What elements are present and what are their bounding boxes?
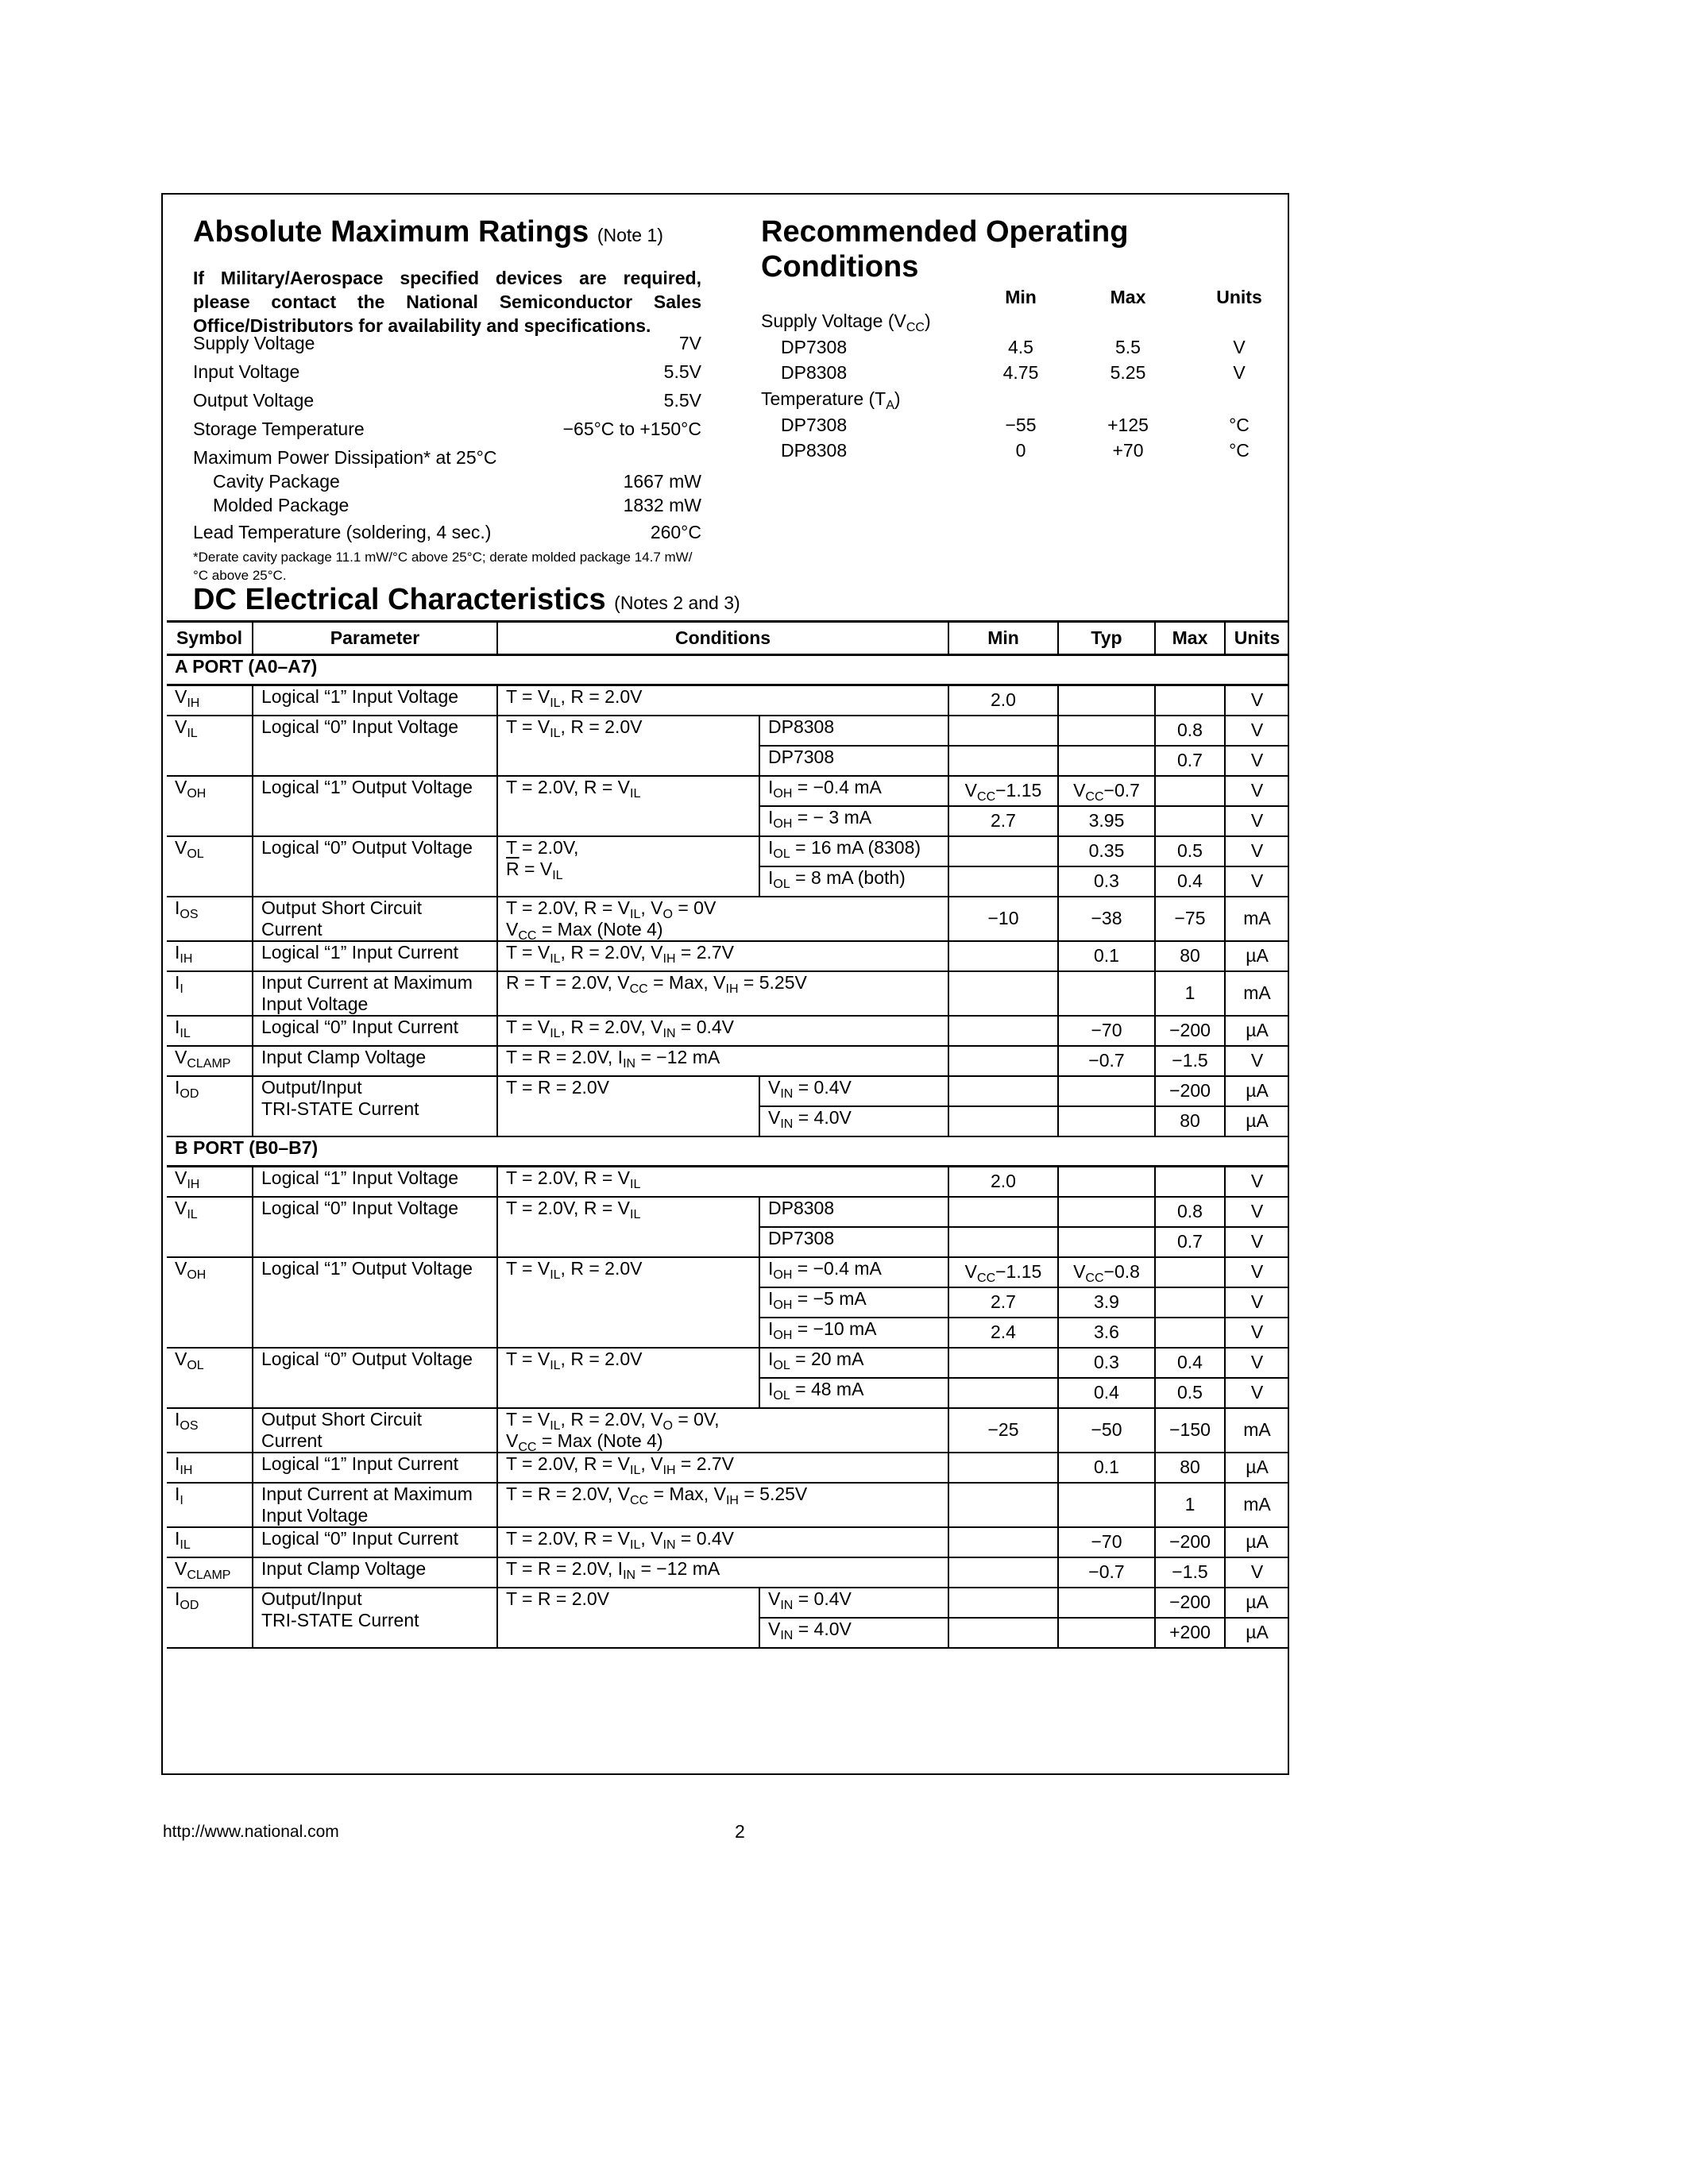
table-row	[167, 1453, 1288, 1483]
units-cell: µA	[1225, 1618, 1288, 1648]
symbol-cell: $V_{OH}$	[167, 1257, 253, 1348]
conditions-cell: $\overline{T} = 2.0V$, $\overline{R} = V_{IL}$	[497, 776, 759, 836]
parameter-cell: Logical “1” Output Voltage	[253, 776, 497, 836]
symbol-cell: $V_{IL}$	[167, 716, 253, 776]
sub-condition-cell: DP7308	[759, 1227, 948, 1257]
header-units: Units	[1225, 622, 1288, 655]
roc-row-label: DP7308	[781, 337, 848, 357]
table-row	[167, 1408, 1288, 1453]
units-cell: µA	[1225, 941, 1288, 971]
parameter-cell: Logical “1” Input Current	[253, 1453, 497, 1483]
units-cell: µA	[1225, 1588, 1288, 1618]
abs-row-value: 5.5V	[663, 390, 701, 411]
conditions-cell: $\overline{T} = 2.0V$, $\overline{R} = V_{IL}$	[497, 836, 759, 897]
roc-temp-label: Temperature $(T_A)$	[761, 388, 901, 412]
symbol-cell: $V_{IH}$	[167, 685, 253, 716]
header-parameter: Parameter	[253, 622, 497, 655]
max-cell: −200	[1155, 1527, 1225, 1557]
table-row	[167, 1197, 1288, 1227]
symbol-cell: $V_{OL}$	[167, 1348, 253, 1408]
abs-row-label: Supply Voltage	[193, 333, 315, 353]
roc-row-min: 4.75	[1002, 362, 1039, 383]
symbol-cell: $V_{IL}$	[167, 1197, 253, 1257]
symbol-cell: $V_{CLAMP}$	[167, 1557, 253, 1588]
symbol-cell: $I_{IL}$	[167, 1016, 253, 1046]
max-cell: −1.5	[1155, 1046, 1225, 1076]
typ-cell: 3.95	[1058, 806, 1155, 836]
symbol-cell: $I_I$	[167, 1483, 253, 1527]
abs-row-value: 1832 mW	[623, 495, 701, 515]
table-row	[167, 897, 1288, 941]
table-row	[167, 1016, 1288, 1046]
max-cell: 0.7	[1155, 746, 1225, 776]
table-row	[167, 1076, 1288, 1106]
symbol-cell: $V_{CLAMP}$	[167, 1046, 253, 1076]
roc-row-max: +125	[1107, 415, 1149, 435]
port-b-heading-row	[167, 1136, 1288, 1167]
header-min: Min	[948, 622, 1058, 655]
min-cell: −10	[948, 897, 1058, 941]
parameter-cell: Logical “1” Input Voltage	[253, 1167, 497, 1197]
max-cell: 0.8	[1155, 1197, 1225, 1227]
sub-condition-cell: $I_{OL} = 48$ mA	[759, 1378, 948, 1408]
typ-cell: −70	[1058, 1016, 1155, 1046]
conditions-cell: $\overline{T} = V_{IL}$, $\overline{R} = 2.0V$	[497, 716, 759, 776]
abs-row-label: Molded Package	[213, 495, 350, 515]
units-cell: V	[1225, 836, 1288, 866]
conditions-cell: $\overline{T} = 2.0V$, $\overline{R} = V_{IL}$, $V_{IH} = 2.7V$	[497, 1453, 948, 1483]
header-symbol: Symbol	[167, 622, 253, 655]
table-row	[167, 716, 1288, 746]
typ-cell: 0.1	[1058, 941, 1155, 971]
conditions-cell: $\overline{T} = 2.0V$, $\overline{R} = V_{IL}$, $V_{IN} = 0.4V$	[497, 1527, 948, 1557]
roc-row-units: V	[1233, 337, 1246, 357]
abs-row-value: −65°C to +150°C	[562, 419, 701, 439]
port-a-heading-row	[167, 655, 1288, 685]
sub-condition-cell: $V_{IN} = 4.0V$	[759, 1618, 948, 1648]
symbol-cell: $V_{OH}$	[167, 776, 253, 836]
dc-note: (Notes 2 and 3)	[614, 592, 740, 613]
abs-max-note: (Note 1)	[597, 225, 663, 245]
roc-title: Recommended Operating Conditions	[761, 215, 1129, 284]
conditions-cell: $\overline{T} = V_{IL}$, $\overline{R} = 2.0V$	[497, 1257, 759, 1348]
typ-cell: 0.3	[1058, 1348, 1155, 1378]
abs-row-label: Input Voltage	[193, 361, 300, 382]
max-cell: 80	[1155, 941, 1225, 971]
parameter-cell: Logical “0” Output Voltage	[253, 1348, 497, 1408]
sub-condition-cell: $I_{OL} = 16$ mA (8308)	[759, 836, 948, 866]
parameter-cell: Logical “0” Input Current	[253, 1016, 497, 1046]
sub-condition-cell: DP8308	[759, 716, 948, 746]
table-row	[167, 1257, 1288, 1287]
units-cell: V	[1225, 1287, 1288, 1318]
header-conditions: Conditions	[497, 622, 948, 655]
roc-head-max: Max	[1110, 287, 1146, 307]
conditions-cell: $\overline{T} = 2.0V$, $\overline{R} = V_{IL}$	[497, 1197, 759, 1257]
symbol-cell: $I_{OS}$	[167, 897, 253, 941]
parameter-cell: Logical “1” Input Voltage	[253, 685, 497, 716]
port-a-heading: A PORT (A0–A7)	[167, 655, 1288, 685]
min-cell: 2.4	[948, 1318, 1058, 1348]
roc-head-units: Units	[1216, 287, 1262, 307]
symbol-cell: $I_{IH}$	[167, 1453, 253, 1483]
units-cell: V	[1225, 1378, 1288, 1408]
parameter-cell: Output Short Circuit Current	[253, 1408, 497, 1453]
units-cell: µA	[1225, 1527, 1288, 1557]
symbol-cell: $V_{OL}$	[167, 836, 253, 897]
table-row	[167, 941, 1288, 971]
abs-row-label: Output Voltage	[193, 390, 315, 411]
typ-cell: −0.7	[1058, 1557, 1155, 1588]
sub-condition-cell: $I_{OH} = -5$ mA	[759, 1287, 948, 1318]
min-cell: −25	[948, 1408, 1058, 1453]
table-header-row	[167, 622, 1288, 655]
roc-row-units: °C	[1229, 415, 1250, 435]
sub-condition-cell: $I_{OH} = -10$ mA	[759, 1318, 948, 1348]
max-cell: 80	[1155, 1106, 1225, 1136]
units-cell: µA	[1225, 1106, 1288, 1136]
units-cell: V	[1225, 866, 1288, 897]
table-row	[167, 1483, 1288, 1527]
sub-condition-cell: $V_{IN} = 0.4V$	[759, 1076, 948, 1106]
parameter-cell: Logical “1” Output Voltage	[253, 1257, 497, 1348]
max-cell: 0.5	[1155, 1378, 1225, 1408]
roc-row-min: −55	[1005, 415, 1037, 435]
roc-row-label: DP7308	[781, 415, 848, 435]
typ-cell: 0.35	[1058, 836, 1155, 866]
min-cell: $V_{CC}-1.15$	[948, 1257, 1058, 1287]
sub-condition-cell: $I_{OL} = 8$ mA (both)	[759, 866, 948, 897]
units-cell: V	[1225, 685, 1288, 716]
max-cell: 1	[1155, 971, 1225, 1016]
sub-condition-cell: $V_{IN} = 4.0V$	[759, 1106, 948, 1136]
footer-url-link[interactable]: http://www.national.com	[163, 1823, 339, 1841]
max-cell: 0.7	[1155, 1227, 1225, 1257]
roc-row-units: °C	[1229, 440, 1250, 461]
abs-row-label: Cavity Package	[213, 471, 340, 492]
sub-condition-cell: DP7308	[759, 746, 948, 776]
parameter-cell: Input Clamp Voltage	[253, 1557, 497, 1588]
parameter-cell: Logical “0” Input Voltage	[253, 1197, 497, 1257]
roc-head-min: Min	[1005, 287, 1037, 307]
min-cell: $V_{CC}-1.15$	[948, 776, 1058, 806]
units-cell: V	[1225, 1227, 1288, 1257]
roc-row-max: 5.5	[1115, 337, 1141, 357]
symbol-cell: $I_I$	[167, 971, 253, 1016]
roc-row-units: V	[1233, 362, 1246, 383]
min-cell: 2.0	[948, 685, 1058, 716]
conditions-cell: $\overline{T} = V_{IL}$, $\overline{R} = 2.0V$, $V_{IH} = 2.7V$	[497, 941, 948, 971]
parameter-cell: Logical “0” Input Current	[253, 1527, 497, 1557]
table-row	[167, 1167, 1288, 1197]
symbol-cell: $I_{OD}$	[167, 1076, 253, 1136]
parameter-cell: Logical “1” Input Current	[253, 941, 497, 971]
min-cell: 2.0	[948, 1167, 1058, 1197]
table-row	[167, 1527, 1288, 1557]
page-number: 2	[735, 1821, 745, 1842]
sub-condition-cell: $I_{OL} = 20$ mA	[759, 1348, 948, 1378]
sub-condition-cell: $V_{IN} = 0.4V$	[759, 1588, 948, 1618]
conditions-cell: $\overline{R} = \overline{T} = 2.0V$, $V_{CC}$ = Max, $V_{IH} = 5.25V$	[497, 971, 948, 1016]
conditions-cell: $\overline{T} = \overline{R} = 2.0V$, $I_{IN} = -12$ mA	[497, 1557, 948, 1588]
max-cell: −1.5	[1155, 1557, 1225, 1588]
symbol-cell: $V_{IH}$	[167, 1167, 253, 1197]
typ-cell: 0.1	[1058, 1453, 1155, 1483]
units-cell: µA	[1225, 1453, 1288, 1483]
units-cell: V	[1225, 1318, 1288, 1348]
abs-row-value: 5.5V	[663, 361, 701, 382]
symbol-cell: $I_{OD}$	[167, 1588, 253, 1648]
units-cell: mA	[1225, 971, 1288, 1016]
table-row	[167, 776, 1288, 806]
max-cell: −200	[1155, 1016, 1225, 1046]
conditions-cell: $\overline{T} = V_{IL}$, $\overline{R} = 2.0V$	[497, 1348, 759, 1408]
table-row	[167, 836, 1288, 866]
roc-row-max: +70	[1112, 440, 1144, 461]
roc-row-label: DP8308	[781, 362, 848, 383]
roc-supply-label: Supply Voltage $(V_{CC})$	[761, 311, 931, 334]
conditions-cell: $\overline{T} = 2.0V$, $\overline{R} = V_{IL}$	[497, 1167, 948, 1197]
units-cell: V	[1225, 1557, 1288, 1588]
max-cell: −75	[1155, 897, 1225, 941]
conditions-cell: $\overline{T} = V_{IL}$, $\overline{R} = 2.0V$, $V_{IN} = 0.4V$	[497, 1016, 948, 1046]
max-cell: 0.5	[1155, 836, 1225, 866]
parameter-cell: Logical “0” Output Voltage	[253, 836, 497, 897]
conditions-cell: $\overline{T} = \overline{R} = 2.0V$, $I_{IN} = -12$ mA	[497, 1046, 948, 1076]
parameter-cell: Logical “0” Input Voltage	[253, 716, 497, 776]
units-cell: V	[1225, 806, 1288, 836]
header-typ: Typ	[1058, 622, 1155, 655]
military-disclaimer: If Military/Aerospace specified devices are required, please contact the National Semiconductor Sales Office/Distributors for availability and specifications.	[193, 268, 701, 336]
typ-cell: −70	[1058, 1527, 1155, 1557]
typ-cell: −50	[1058, 1408, 1155, 1453]
symbol-cell: $I_{OS}$	[167, 1408, 253, 1453]
conditions-cell: $\overline{T} = \overline{R} = 2.0V$, $V_{CC}$ = Max, $V_{IH} = 5.25V$	[497, 1483, 948, 1527]
parameter-cell: Output/Input TRI-STATE Current	[253, 1076, 497, 1136]
typ-cell: $V_{CC}-0.8$	[1058, 1257, 1155, 1287]
max-cell: −200	[1155, 1076, 1225, 1106]
abs-row-value: 260°C	[650, 522, 701, 542]
table-row	[167, 971, 1288, 1016]
abs-row-label: Maximum Power Dissipation* at 25°C	[193, 447, 497, 468]
abs-row-label: Lead Temperature (soldering, 4 sec.)	[193, 522, 492, 542]
parameter-cell: Input Clamp Voltage	[253, 1046, 497, 1076]
conditions-cell: $\overline{T} = V_{IL}$, $\overline{R} = 2.0V$, $V_O = 0V$, $V_{CC}$ = Max (Note 4)	[497, 1408, 948, 1453]
roc-row-max: 5.25	[1110, 362, 1146, 383]
dc-characteristics-table	[167, 620, 1288, 1649]
units-cell: mA	[1225, 1483, 1288, 1527]
units-cell: V	[1225, 1167, 1288, 1197]
sub-condition-cell: $I_{OH}$ = − 3 mA	[759, 806, 948, 836]
conditions-cell: $\overline{T} = 2.0V$, $\overline{R} = V_{IL}$, $V_O = 0V$ $V_{CC}$ = Max (Note 4)	[497, 897, 948, 941]
typ-cell: 0.4	[1058, 1378, 1155, 1408]
sub-condition-cell: $I_{OH} = -0.4$ mA	[759, 776, 948, 806]
header-max: Max	[1155, 622, 1225, 655]
parameter-cell: Output/Input TRI-STATE Current	[253, 1588, 497, 1648]
typ-cell: 3.9	[1058, 1287, 1155, 1318]
roc-row-min: 0	[1015, 440, 1026, 461]
table-row	[167, 1348, 1288, 1378]
typ-cell: −0.7	[1058, 1046, 1155, 1076]
max-cell: 0.8	[1155, 716, 1225, 746]
parameter-cell: Output Short Circuit Current	[253, 897, 497, 941]
dc-title: DC Electrical Characteristics (Notes 2 and 3)	[193, 583, 740, 616]
sub-condition-cell: DP8308	[759, 1197, 948, 1227]
parameter-cell: Input Current at Maximum Input Voltage	[253, 1483, 497, 1527]
units-cell: V	[1225, 1046, 1288, 1076]
abs-row-label: Storage Temperature	[193, 419, 365, 439]
units-cell: µA	[1225, 1016, 1288, 1046]
abs-row-value: 7V	[678, 333, 701, 353]
max-cell: 0.4	[1155, 866, 1225, 897]
table-row	[167, 685, 1288, 716]
min-cell: 2.7	[948, 1287, 1058, 1318]
derating-footnote: *Derate cavity package 11.1 mW/°C above 25°C; derate molded package 14.7 mW/°C above 25°C.	[193, 550, 693, 583]
max-cell: −200	[1155, 1588, 1225, 1618]
parameter-cell: Input Current at Maximum Input Voltage	[253, 971, 497, 1016]
typ-cell: −38	[1058, 897, 1155, 941]
units-cell: mA	[1225, 897, 1288, 941]
min-cell: 2.7	[948, 806, 1058, 836]
typ-cell: 0.3	[1058, 866, 1155, 897]
units-cell: mA	[1225, 1408, 1288, 1453]
table-row	[167, 1557, 1288, 1588]
sub-condition-cell: $I_{OH} = -0.4$ mA	[759, 1257, 948, 1287]
units-cell: V	[1225, 1348, 1288, 1378]
typ-cell: 3.6	[1058, 1318, 1155, 1348]
roc-row-min: 4.5	[1008, 337, 1033, 357]
abs-max-title: Absolute Maximum Ratings (Note 1)	[193, 215, 663, 249]
conditions-cell: $\overline{T} = V_{IL}$, $\overline{R} = 2.0V$	[497, 685, 948, 716]
roc-row-label: DP8308	[781, 440, 848, 461]
units-cell: V	[1225, 716, 1288, 746]
units-cell: V	[1225, 776, 1288, 806]
max-cell: +200	[1155, 1618, 1225, 1648]
symbol-cell: $I_{IH}$	[167, 941, 253, 971]
table-row	[167, 1046, 1288, 1076]
typ-cell: $V_{CC}-0.7$	[1058, 776, 1155, 806]
units-cell: V	[1225, 1257, 1288, 1287]
table-row	[167, 1588, 1288, 1618]
port-b-heading: B PORT (B0–B7)	[167, 1136, 1288, 1167]
max-cell: 1	[1155, 1483, 1225, 1527]
conditions-cell: $\overline{T} = \overline{R} = 2.0V$	[497, 1076, 759, 1136]
units-cell: V	[1225, 746, 1288, 776]
conditions-cell: $\overline{T} = \overline{R} = 2.0V$	[497, 1588, 759, 1648]
max-cell: 80	[1155, 1453, 1225, 1483]
max-cell: 0.4	[1155, 1348, 1225, 1378]
symbol-cell: $I_{IL}$	[167, 1527, 253, 1557]
units-cell: µA	[1225, 1076, 1288, 1106]
units-cell: V	[1225, 1197, 1288, 1227]
abs-row-value: 1667 mW	[623, 471, 701, 492]
max-cell: −150	[1155, 1408, 1225, 1453]
